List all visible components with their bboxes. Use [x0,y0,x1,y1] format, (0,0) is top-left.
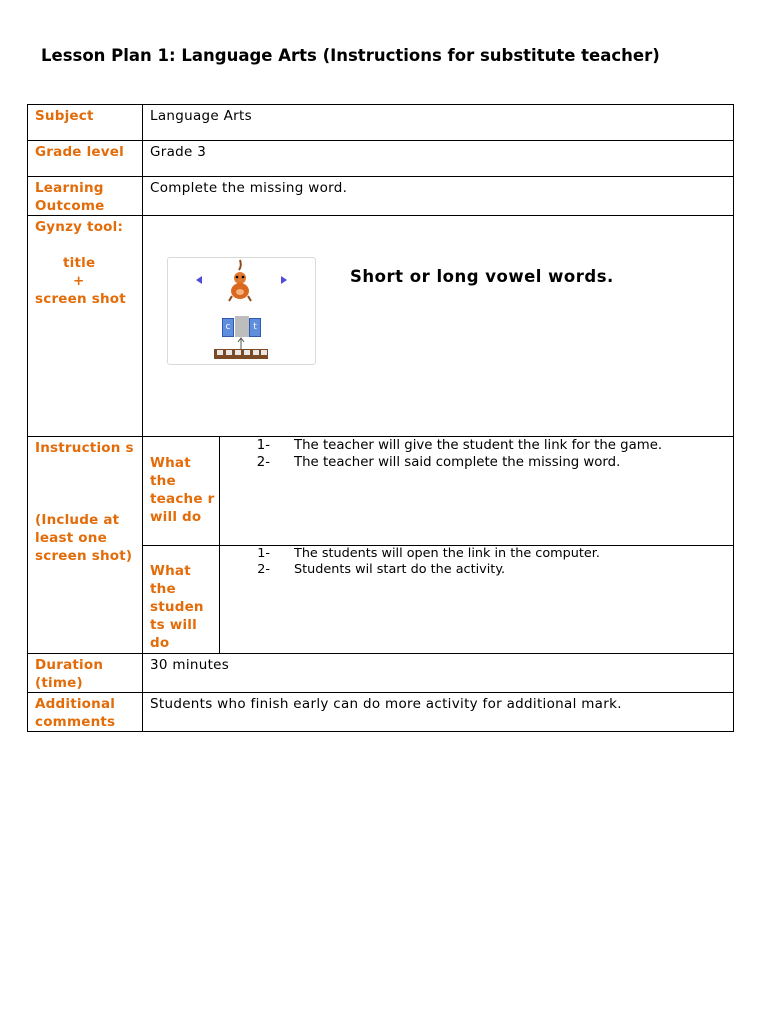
step-text: The students will open the link in the computer. [294,546,600,561]
gynzy-tool-label-line: Gynzy tool: [35,219,124,235]
blank-tile [235,316,249,337]
list-item [248,562,733,578]
left-arrow-icon [196,276,202,284]
additional-comments-label: Additional comments [28,693,143,732]
gynzy-tool-cell [143,216,734,437]
subject-value: Language Arts [143,105,734,141]
gynzy-tool-label-line: + [73,273,85,289]
document-title: Lesson Plan 1: Language Arts (Instructions for substitute teacher) [41,46,660,65]
step-number: 2- [257,561,270,577]
instructions-label-note: (Include at least one screen shot) [35,512,133,564]
list-item [248,454,733,471]
list-item [248,546,733,562]
instructions-label-line: Instruction s [35,440,134,456]
step-number: 1- [257,546,270,561]
instructions-label [28,437,143,654]
duration-value: 30 minutes [143,654,734,693]
subject-label: Subject [28,105,143,141]
table-row [28,216,734,437]
teacher-actions-cell [220,437,734,546]
student-actions-cell [220,546,734,654]
grade-level-label: Grade level [28,141,143,177]
grade-level-value: Grade 3 [143,141,734,177]
step-number: 1- [256,438,270,453]
letter-tile: t [249,318,261,337]
learning-outcome-label: Learning Outcome [28,177,143,216]
list-item [248,437,733,454]
gynzy-tool-label-line: title [63,255,96,271]
monkey-icon [226,258,254,304]
step-text: Students wil start do the activity. [294,561,506,577]
letter-tray-icon [214,349,268,359]
gynzy-tool-title: Short or long vowel words. [350,267,614,286]
gynzy-tool-label [28,216,143,437]
table-row [28,693,734,732]
student-steps-list [248,546,733,577]
step-text: The teacher will said complete the missing word. [294,455,621,470]
lesson-plan-table [27,104,734,732]
table-row [28,177,734,216]
gynzy-screenshot [167,257,316,365]
table-row [28,654,734,693]
teacher-steps-list [248,437,733,471]
duration-label: Duration (time) [28,654,143,693]
letter-tile: c [222,318,234,337]
teacher-actions-label: What the teache r will do [143,437,220,546]
table-row [28,437,734,546]
student-actions-label: What the studen ts will do [143,546,220,654]
learning-outcome-value: Complete the missing word. [143,177,734,216]
step-text: The teacher will give the student the link for the game. [294,438,663,453]
table-row [28,105,734,141]
right-arrow-icon [281,276,287,284]
gynzy-tool-label-line: screen shot [35,291,126,307]
additional-comments-value: Students who finish early can do more activity for additional mark. [143,693,734,732]
table-row [28,141,734,177]
step-number: 2- [256,455,270,470]
pointer-icon [236,337,246,349]
